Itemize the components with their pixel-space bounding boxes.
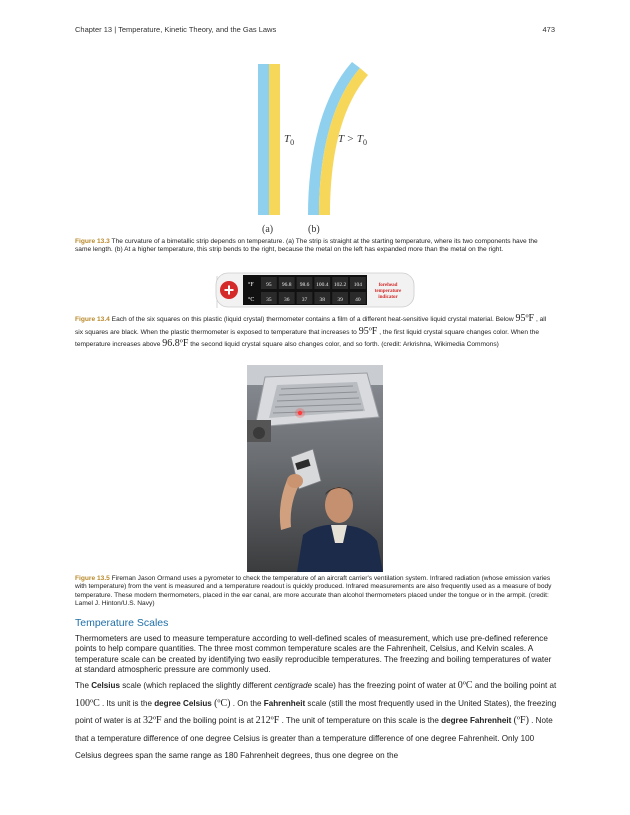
- indicator-label-2: temperature: [374, 289, 402, 294]
- term-fahrenheit: Fahrenheit: [263, 698, 306, 708]
- label-part-a: (a): [262, 224, 274, 235]
- term-centigrade: centigrade: [274, 681, 312, 690]
- strip-a-blue: [258, 64, 269, 215]
- term-degree-celsius: degree Celsius: [154, 698, 212, 708]
- lc-label-c-3: 38: [319, 297, 326, 303]
- math-0c: 0ºC: [457, 680, 473, 691]
- math-95f: 95ºF: [515, 313, 535, 324]
- lc-label-c-0: 35: [266, 297, 272, 303]
- figure-label: Figure 13.3: [75, 238, 110, 245]
- lc-label-c-4: 39: [337, 297, 343, 303]
- pyrometer-photo: [247, 365, 383, 572]
- unit-c: °C: [248, 297, 255, 303]
- math-95f-2: 95ºF: [358, 325, 378, 337]
- strip-a-yellow: [269, 64, 280, 215]
- math-unit-f: (ºF): [513, 715, 529, 726]
- paragraph-2: The Celsius scale (which replaced the slightly different centigrade scale) has the freezing point of water at 0ºC and the boiling point at 100ºC . Its unit is the degree Celsius (ºC) . On the Fahrenheit scale (still the most frequently used in the United States), the freezing point of water is at 32ºF and the boiling point is at 212ºF . The unit of temperature on this scale is the degree Fahrenheit (ºF) . Note that a temperature difference of one degree Celsius is greater than a temperature difference of one degree Fahrenheit. Only 100 Celsius degrees span the same range as 180 Fahrenheit degrees, thus one degree on the: [75, 680, 557, 760]
- lc-label-f-4: 102.2: [333, 282, 347, 288]
- math-100c: 100ºC: [75, 697, 100, 709]
- term-degree-fahrenheit: degree Fahrenheit: [441, 716, 512, 725]
- paragraph-1: Thermometers are used to measure temperature according to well-defined scales of measurement, which use pre-defined reference points to help compare quantities. The three most common temperature scales are the Fahrenheit, Celsius, and Kelvin scales. A temperature scale can be created by identifying two easily reproducible temperatures. The freezing and boiling temperatures of water at standard atmospheric pressure are commonly used.: [75, 634, 552, 675]
- lc-label-c-1: 36: [283, 297, 290, 303]
- unit-f: °F: [248, 282, 254, 288]
- math-212f: 212ºF: [255, 715, 280, 726]
- lc-label-f-0: 95: [266, 282, 272, 288]
- head: [325, 487, 353, 523]
- indicator-label-3: indicator: [378, 295, 398, 300]
- caption-text: Fireman Jason Ormand uses a pyrometer to check the temperature of an aircraft carrier's ventilation system. Infrared radiation (whose emission varies with temperature) from the vent is measured and a temperature readout is quickly produced. Infrared measurements are also frequently used as a measure of body temperature. These modern thermometers, placed in the ear canal, are more accurate than alcohol thermometers placed under the tongue or in the armpit. (credit: Lamel J. Hinton/U.S. Navy): [75, 575, 552, 608]
- math-32f: 32ºF: [142, 715, 162, 726]
- label-t-greater-t0: $T > T_0$: [338, 133, 367, 147]
- lc-label-c-2: 37: [301, 297, 308, 303]
- figure-13-4-caption: [75, 313, 555, 351]
- math-96-8f: 96.8ºF: [162, 338, 189, 349]
- caption-part-3: , the first liquid crystal square changes color. When the temperature increases above: [75, 328, 539, 348]
- caption-part-1: Each of the six squares on this plastic (liquid crystal) thermometer contains a film of a different heat-sensitive liquid crystal material. Below: [111, 316, 514, 323]
- caption-part-2: , all six squares are black. When the plastic thermometer is exposed to temperature that increases to: [75, 316, 547, 336]
- section-heading: Temperature Scales: [75, 617, 169, 629]
- label-t0: $T_0$: [284, 133, 295, 147]
- math-unit-c: (ºC): [214, 697, 231, 709]
- caption-part-4: the second liquid crystal square also changes color, and so forth. (credit: Arkrishna, Wikimedia Commons): [190, 341, 499, 348]
- lc-label-f-2: 98.6: [299, 282, 310, 288]
- page-number: 473: [542, 25, 555, 34]
- figure-13-3-caption: [75, 238, 555, 255]
- lc-label-f-5: 104: [353, 282, 363, 288]
- lc-label-f-3: 100.4: [316, 282, 329, 288]
- caption-text: The curvature of a bimetallic strip depends on temperature. (a) The strip is straight at the starting temperature, where its two components have the same length. (b) At a higher temperature, this strip bends to the right, because the metal on the left has expanded more than the metal on the right.: [75, 238, 538, 254]
- bimetallic-strip-figure: [240, 58, 390, 238]
- figure-label: Figure 13.5: [75, 575, 110, 582]
- lc-label-c-5: 40: [355, 297, 361, 303]
- label-part-b: (b): [308, 224, 320, 235]
- figure-label: Figure 13.4: [75, 316, 110, 323]
- running-header: Chapter 13 | Temperature, Kinetic Theory, and the Gas Laws: [75, 25, 277, 34]
- lc-label-f-1: 96.8: [281, 282, 292, 288]
- liquid-crystal-thermometer: [212, 270, 417, 312]
- indicator-label-1: forehead: [378, 283, 398, 288]
- term-celsius: Celsius: [91, 681, 120, 690]
- figure-13-5-caption: [75, 575, 555, 609]
